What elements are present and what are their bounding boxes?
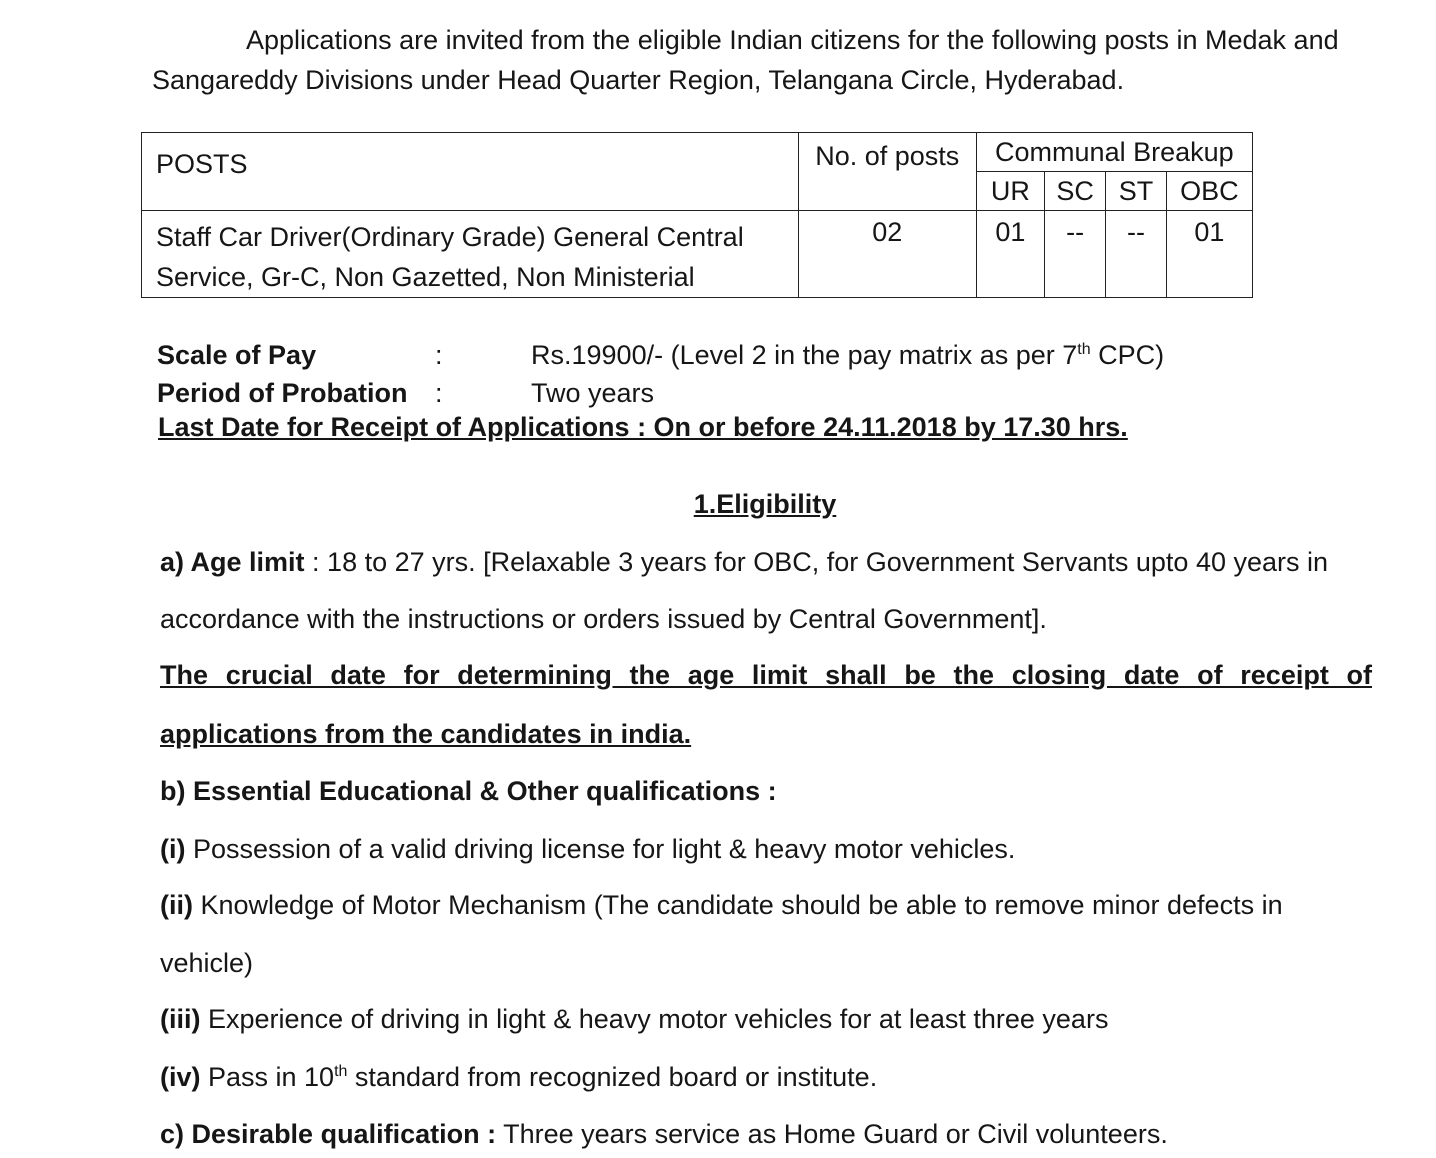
cell-post-name bbox=[142, 211, 799, 298]
cell-num-posts: 02 bbox=[798, 211, 976, 298]
age-limit-text: 18 to 27 yrs. [Relaxable 3 years for OBC, for Government Servants upto 40 years in bbox=[327, 547, 1329, 577]
last-date-notice: Last Date for Receipt of Applications : On or before 24.11.2018 by 17.30 hrs. bbox=[158, 412, 1128, 442]
scale-of-pay-value bbox=[531, 340, 1164, 370]
desirable-text: Three years service as Home Guard or Civil volunteers. bbox=[496, 1119, 1168, 1149]
item-iv-label: (iv) bbox=[160, 1062, 201, 1092]
crucial-date-line2: applications from the candidates in india. bbox=[160, 719, 692, 749]
item-ii-text: Knowledge of Motor Mechanism (The candidate should be able to remove minor defects in bbox=[193, 890, 1283, 920]
header-posts: POSTS bbox=[142, 133, 799, 211]
scale-of-pay-value-text: Rs.19900/- (Level 2 in the pay matrix as per 7 bbox=[531, 340, 1078, 370]
item-iii-text: Experience of driving in light & heavy motor vehicles for at least three years bbox=[200, 1004, 1109, 1034]
qualification-item-i bbox=[160, 834, 1372, 865]
header-st: ST bbox=[1106, 172, 1166, 211]
item-ii-label: (ii) bbox=[160, 890, 193, 920]
age-limit-line1 bbox=[160, 547, 1372, 578]
header-communal-breakup: Communal Breakup bbox=[976, 133, 1252, 172]
age-limit-line2: accordance with the instructions or orders issued by Central Government]. bbox=[160, 604, 1047, 634]
intro-paragraph: Applications are invited from the eligible Indian citizens for the following posts in Medak and Sangareddy Divisions under Head Quarter Region, Telangana Circle, Hyderabad. bbox=[152, 25, 1339, 95]
eligibility-heading: 1.Eligibility bbox=[693, 489, 837, 519]
scale-of-pay-colon: : bbox=[435, 340, 443, 370]
item-iv-text: Pass in 10 bbox=[200, 1062, 335, 1092]
cell-ur: 01 bbox=[976, 211, 1044, 298]
probation-colon: : bbox=[435, 378, 443, 408]
cell-sc: -- bbox=[1044, 211, 1105, 298]
scale-of-pay-row bbox=[157, 340, 1164, 371]
header-obc: OBC bbox=[1166, 172, 1252, 211]
probation-row bbox=[157, 378, 654, 409]
qualification-item-iii bbox=[160, 1004, 1372, 1035]
qualification-item-ii-cont: vehicle) bbox=[160, 948, 254, 978]
age-limit-label: a) Age limit bbox=[160, 547, 305, 577]
desirable-qualification bbox=[160, 1119, 1372, 1150]
qualification-item-ii bbox=[160, 890, 1372, 921]
header-sc: SC bbox=[1044, 172, 1105, 211]
item-iv-sup: th bbox=[334, 1063, 348, 1080]
cell-obc: 01 bbox=[1166, 211, 1252, 298]
item-i-text: Possession of a valid driving license for light & heavy motor vehicles. bbox=[185, 834, 1016, 864]
item-iv-text-end: standard from recognized board or institute. bbox=[347, 1062, 878, 1092]
posts-table bbox=[141, 132, 1253, 298]
scale-of-pay-label: Scale of Pay bbox=[157, 340, 317, 370]
crucial-date-line1: The crucial date for determining the age limit shall be the closing date of receipt of bbox=[160, 660, 1372, 690]
essential-qualifications-heading: b) Essential Educational & Other qualifications : bbox=[160, 776, 777, 806]
age-limit-sep: : bbox=[304, 547, 328, 577]
table-row bbox=[142, 211, 1253, 298]
scale-of-pay-value-end: CPC) bbox=[1090, 340, 1165, 370]
post-name-line2: Service, Gr-C, Non Gazetted, Non Ministerial bbox=[156, 262, 695, 292]
header-ur: UR bbox=[976, 172, 1044, 211]
post-name-line1: Staff Car Driver(Ordinary Grade) General Central bbox=[156, 222, 744, 252]
cell-st: -- bbox=[1106, 211, 1166, 298]
item-iii-label: (iii) bbox=[160, 1004, 201, 1034]
qualification-item-iv bbox=[160, 1062, 1372, 1093]
desirable-label: c) Desirable qualification : bbox=[160, 1119, 497, 1149]
probation-label: Period of Probation bbox=[157, 378, 408, 408]
header-num-posts: No. of posts bbox=[798, 133, 976, 211]
item-i-label: (i) bbox=[160, 834, 186, 864]
scale-of-pay-sup: th bbox=[1077, 341, 1091, 358]
probation-value: Two years bbox=[531, 378, 655, 408]
